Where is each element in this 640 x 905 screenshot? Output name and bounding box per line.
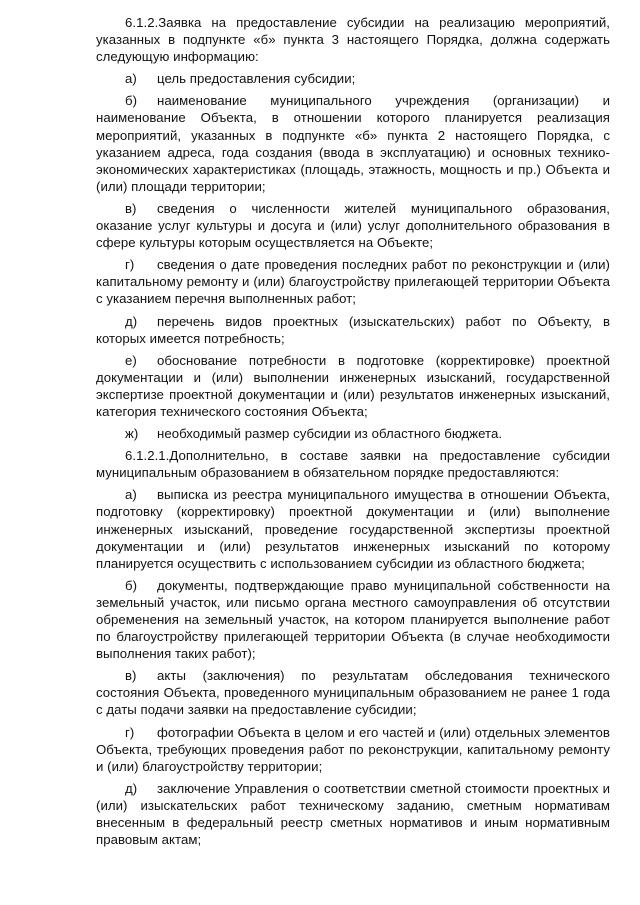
list-item-marker: а) — [125, 487, 137, 503]
list-item-g — [96, 256, 610, 307]
paragraph-6-1-2 — [96, 14, 610, 65]
list-item-text: сведения о дате проведения последних работ по реконструкции и (или) капитальному ремонту и (или) благоустройству прилегающей территории Объекта с указанием перечня выполненных работ; — [96, 257, 610, 307]
list-item-text: фотографии Объекта в целом и его частей и (или) отдельных элементов Объекта, требующих проведения работ по реконструкции, капитальному ремонту и (или) благоустройству территории; — [96, 724, 610, 774]
list-item-marker: б) — [125, 577, 138, 593]
list-item-text: выписка из реестра муниципального имущества в отношении Объекта, подготовку (корректировку) проектной документации и (или) выполнение инженерных изысканий, проведение государственной экспертизы проектной документации и (или) результатов инженерных изысканий по которому планируется осуществить с использованием субсидии из областного бюджета; — [96, 487, 610, 571]
list-item-text: перечень видов проектных (изыскательских) работ по Объекту, в которых имеется потребность; — [96, 313, 610, 346]
list-item-v — [96, 200, 610, 251]
paragraph-6-1-2-1 — [96, 447, 610, 481]
list-item-text: заключение Управления о соответствии сметной стоимости проектных и (или) изыскательских работ техническому заданию, сметным нормативам внесенным в федеральный реестр сметных нормативов и иным нормативным правовым актам; — [96, 780, 610, 848]
list-item-marker: е) — [125, 352, 137, 368]
list-item-marker: г) — [125, 724, 135, 740]
list-item-marker: а) — [125, 71, 137, 87]
list-item-text: наименование муниципального учреждения (организации) и наименование Объекта, в отношении которого планируется реализация мероприятий, указанных в подпункте «б» пункта 2 настоящего Порядка, с указанием адреса, года создания (ввода в эксплуатацию) и основных технико-экономических характеристиках (площадь, этажность, мощность и пр.) Объекта и (или) площади территории; — [96, 93, 610, 194]
list-item-b — [96, 577, 610, 662]
list-item-text: цель предоставления субсидии; — [157, 71, 356, 87]
document-page — [96, 14, 610, 853]
paragraph-marker: 6.1.2. — [125, 15, 159, 30]
list-item-marker: г) — [125, 257, 135, 273]
list-item-zh — [96, 425, 610, 442]
list-item-text: обоснование потребности в подготовке (корректировке) проектной документации и (или) выполнении инженерных изысканий, государственной экспертизе проектной документации и (или) результатов инженерных изысканий, категория технического состояния Объекта; — [96, 352, 610, 419]
list-item-e — [96, 352, 610, 420]
list-item-text: акты (заключения) по результатам обследования технического состояния Объекта, проведенного муниципальным образованием не ранее 1 года с даты подачи заявки на предоставление субсидии; — [96, 668, 610, 718]
paragraph-text: Заявка на предоставление субсидии на реализацию мероприятий, указанных в подпункте «б» пункта 3 настоящего Порядка, должна содержать следующую информацию: — [96, 15, 610, 65]
list-item-marker: в) — [125, 668, 137, 684]
list-item-b — [96, 92, 610, 195]
list-item-v — [96, 667, 610, 718]
list-item-marker: д) — [125, 313, 138, 329]
list-item-g — [96, 724, 610, 775]
list-item-text: необходимый размер субсидии из областного бюджета. — [157, 426, 503, 442]
list-item-text: сведения о численности жителей муниципального образования, оказание услуг культуры и досуга и (или) услуг дополнительного образования в сфере культуры которым осуществляется на Объекте; — [96, 200, 610, 251]
paragraph-marker: 6.1.2.1. — [125, 448, 170, 464]
list-item-marker: б) — [125, 93, 138, 109]
list-item-a — [96, 486, 610, 571]
list-item-marker: ж) — [125, 426, 139, 442]
list-item-d — [96, 313, 610, 347]
list-item-marker: в) — [125, 200, 137, 216]
paragraph-text: Дополнительно, в составе заявки на предоставление субсидии муниципальным образованием в обязательном порядке предоставляются: — [96, 448, 610, 481]
list-item-a — [96, 70, 610, 87]
list-item-text: документы, подтверждающие право муниципальной собственности на земельный участок, или письмо органа местного самоуправления об отсутствии обременения на земельный участок, на котором планируется выполнение работ по благоустройству прилегающей территории Объекта (в случае необходимости выполнения таких работ); — [96, 577, 610, 662]
list-item-marker: д) — [125, 780, 138, 796]
list-item-d — [96, 780, 610, 848]
